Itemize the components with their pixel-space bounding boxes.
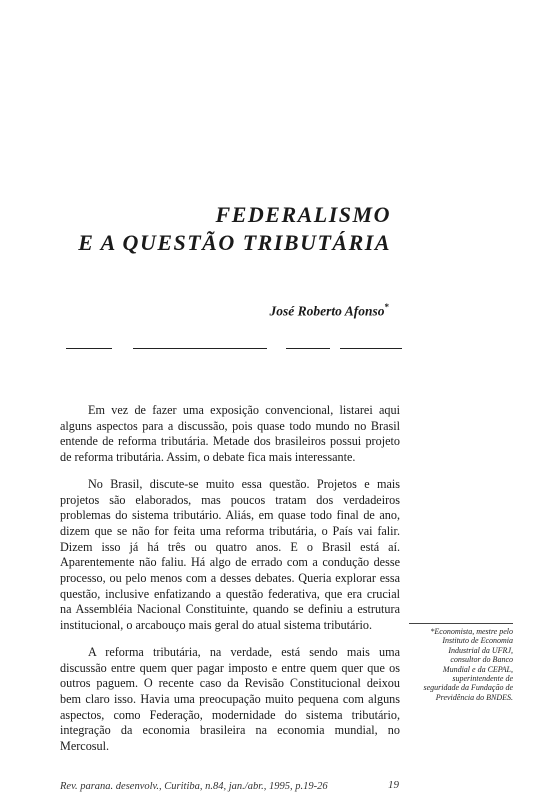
footnote-line: *Economista, mestre pelo xyxy=(430,627,513,636)
article-title-line-1: FEDERALISMO xyxy=(215,202,391,227)
footnote-line: Instituto de Economia xyxy=(442,636,513,646)
footnote-line: consultor do Banco xyxy=(450,655,513,665)
separator-rule xyxy=(340,348,402,349)
article-body xyxy=(60,403,400,766)
footnote-line: Mundial e da CEPAL, xyxy=(442,664,513,674)
footnote-line: superintendente de xyxy=(452,674,513,684)
author-byline xyxy=(269,302,389,320)
author-name: José Roberto Afonso xyxy=(269,303,385,319)
journal-citation: Rev. parana. desenvolv., Curitiba, n.84, jan./abr., 1995, p.19-26 xyxy=(60,781,328,792)
separator-rule xyxy=(66,348,112,349)
separator-rule xyxy=(133,348,267,349)
footnote-line: Industrial da UFRJ, xyxy=(448,645,513,655)
body-paragraph-3: A reforma tributária, na verdade, está sendo mais uma discussão entre quem quer pagar imposto e entre quem quer que os outros paguem. O recente caso da Revisão Constitucional deixou bem claro isso. Havia uma preocupação muito pequena com alguns aspectos, como Federação, modernidade do sistema tributário, integração da economia brasileira na economia mundial, no Mercosul. xyxy=(60,644,400,754)
body-paragraph-2: No Brasil, discute-se muito essa questão. Projetos e mais projetos são elaborados, mas poucos tratam dos verdadeiros problemas do sistema tributário. Aliás, em quase todo final de ano, dizem que se não for feita uma reforma tributária, o País vai falir. Dizem isso já há três ou quatro anos. E o Brasil está aí. Aparentemente não faliu. Há algo de errado com a condução desse processo, ou pelo menos com a desses debates. Queria explorar essa questão, inclusive enfatizando a questão federativa, que era crucial na Assembléia Nacional Constituinte, quando se definiu a estrutura institucional, o arcabouço mais geral do atual sistema tributário. xyxy=(60,476,400,633)
footnote-line: Previdência do BNDES. xyxy=(435,692,513,702)
footnote-line: seguridade da Fundação de xyxy=(423,683,513,693)
footnote-rule xyxy=(409,623,513,624)
separator-rule xyxy=(286,348,330,349)
page-number: 19 xyxy=(388,779,399,791)
body-paragraph-1: Em vez de fazer uma exposição convencional, listarei aqui alguns aspectos para a discussão, pois quase todo mundo no Brasil entende de reforma tributária. Metade dos brasileiros possui projeto de reforma tributária. Assim, o debate fica mais interessante. xyxy=(60,403,400,465)
author-footnote xyxy=(409,627,513,702)
footnote-marker: * xyxy=(384,302,389,312)
article-title-line-2: E A QUESTÃO TRIBUTÁRIA xyxy=(78,230,391,255)
